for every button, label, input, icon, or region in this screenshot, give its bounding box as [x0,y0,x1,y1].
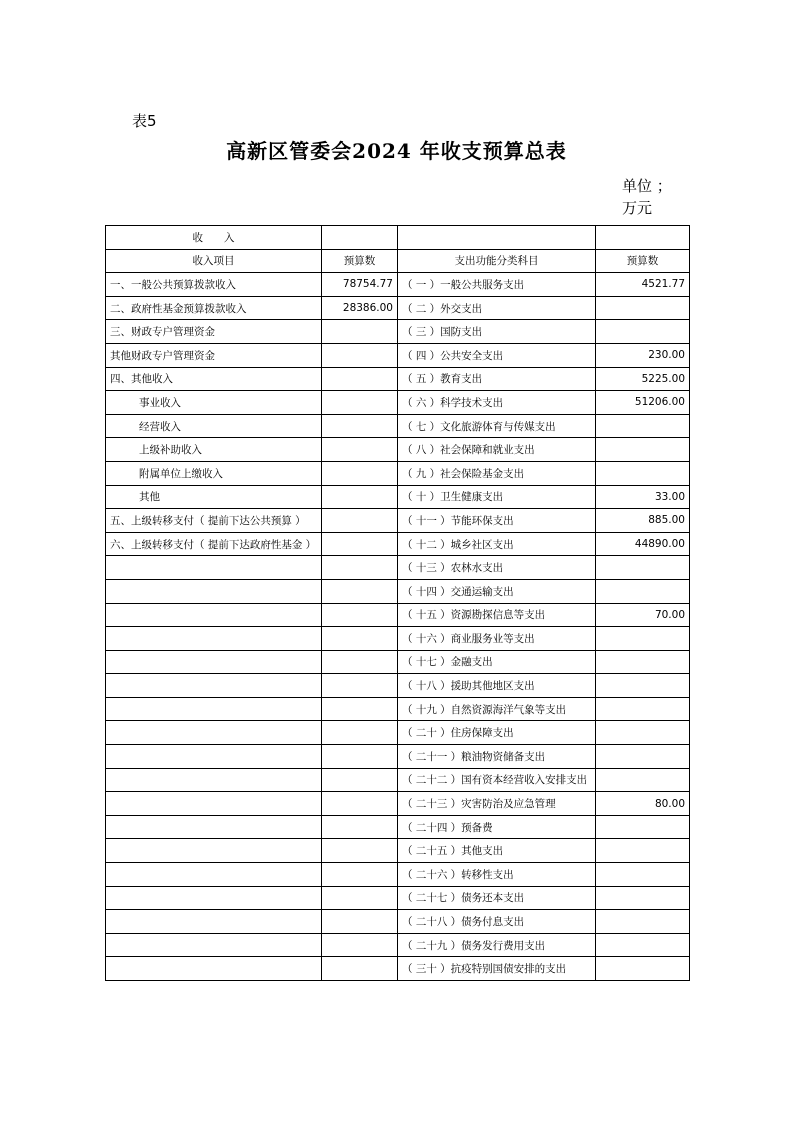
income-amount-cell [322,863,398,887]
expense-amount-cell: 70.00 [596,603,690,627]
table-row [106,391,690,415]
table-row [106,745,690,769]
table-row [106,792,690,816]
table-row [106,839,690,863]
income-amount-cell [322,461,398,485]
income-amount-cell [322,650,398,674]
expense-amount-cell [596,414,690,438]
expense-item-cell: （ 三 ）国防支出 [398,320,596,344]
income-item-cell: 附属单位上缴收入 [106,461,322,485]
income-item-cell [106,745,322,769]
table-row [106,933,690,957]
expense-item-cell: （ 十三 ）农林水支出 [398,556,596,580]
expense-amount-cell [596,721,690,745]
expense-amount-cell: 80.00 [596,792,690,816]
document-title: 高新区管委会2024 年收支预算总表 [226,139,567,163]
expense-amount-cell [596,839,690,863]
header-expense-amount: 预算数 [596,249,690,273]
column-header-row [106,249,690,273]
expense-item-cell: （ 八 ）社会保障和就业支出 [398,438,596,462]
expense-item-cell: （ 二十六 ）转移性支出 [398,863,596,887]
expense-amount-cell [596,863,690,887]
expense-item-cell: （ 二十 ）住房保障支出 [398,721,596,745]
income-item-cell: 上级补助收入 [106,438,322,462]
expense-item-cell: （ 二十九 ）债务发行费用支出 [398,933,596,957]
expense-amount-cell: 885.00 [596,509,690,533]
income-amount-cell [322,579,398,603]
table-row [106,721,690,745]
table-row [106,910,690,934]
expense-amount-cell [596,815,690,839]
expense-amount-cell [596,627,690,651]
table-row [106,627,690,651]
income-amount-cell [322,485,398,509]
income-amount-cell [322,603,398,627]
table-row [106,414,690,438]
income-item-cell [106,933,322,957]
income-amount-cell [322,792,398,816]
income-item-cell: 三、财政专户管理资金 [106,320,322,344]
table-row [106,296,690,320]
expense-item-cell: （ 六 ）科学技术支出 [398,391,596,415]
expense-item-cell: （ 二十三 ）灾害防治及应急管理 [398,792,596,816]
income-amount-cell: 28386.00 [322,296,398,320]
income-amount-cell [322,886,398,910]
expense-amount-cell [596,579,690,603]
unit-note-line2: 万元 [622,199,653,217]
income-item-cell: 事业收入 [106,391,322,415]
income-item-cell: 经营收入 [106,414,322,438]
group-header-row [106,226,690,250]
income-amount-cell [322,367,398,391]
income-amount-cell [322,509,398,533]
expense-amount-cell [596,910,690,934]
income-amount-cell [322,768,398,792]
table-row [106,438,690,462]
unit-note-line1: 单位 ； [622,177,672,195]
table-row [106,650,690,674]
income-item-cell: 一、一般公共预算拨款收入 [106,273,322,297]
expense-item-cell: （ 九 ）社会保险基金支出 [398,461,596,485]
table-row [106,815,690,839]
expense-amount-cell [596,438,690,462]
income-amount-cell [322,674,398,698]
expense-amount-cell [596,556,690,580]
income-amount-cell [322,343,398,367]
income-amount-cell [322,697,398,721]
income-amount-cell [322,745,398,769]
expense-amount-cell [596,296,690,320]
table-row [106,957,690,981]
expense-item-cell: （ 二十四 ）预备费 [398,815,596,839]
income-amount-cell [322,556,398,580]
header-income-amount: 预算数 [322,249,398,273]
income-item-cell [106,627,322,651]
expense-item-cell: （ 五 ）教育支出 [398,367,596,391]
header-expense-item: 支出功能分类科目 [398,249,596,273]
expense-item-cell: （ 十八 ）援助其他地区支出 [398,674,596,698]
expense-amount-cell [596,745,690,769]
income-amount-cell [322,532,398,556]
expense-item-cell: （ 一 ）一般公共服务支出 [398,273,596,297]
expense-item-cell: （ 十二 ）城乡社区支出 [398,532,596,556]
expense-item-cell: （ 二十七 ）债务还本支出 [398,886,596,910]
budget-table [105,225,690,981]
expense-amount-cell: 44890.00 [596,532,690,556]
income-item-cell [106,768,322,792]
income-item-cell [106,650,322,674]
income-amount-cell [322,627,398,651]
empty-cell [322,226,398,250]
income-item-cell: 其他财政专户管理资金 [106,343,322,367]
expense-amount-cell [596,957,690,981]
income-amount-cell [322,438,398,462]
expense-amount-cell: 51206.00 [596,391,690,415]
table-row [106,509,690,533]
income-item-cell [106,863,322,887]
table-row [106,697,690,721]
income-item-cell: 六、上级转移支付（ 提前下达政府性基金 ） [106,532,322,556]
table-row [106,768,690,792]
table-row [106,461,690,485]
table-number: 表5 [132,112,157,130]
income-amount-cell [322,933,398,957]
income-amount-cell [322,721,398,745]
expense-item-cell: （ 十一 ）节能环保支出 [398,509,596,533]
income-item-cell: 四、其他收入 [106,367,322,391]
expense-amount-cell [596,886,690,910]
expense-item-cell: （ 七 ）文化旅游体育与传媒支出 [398,414,596,438]
income-item-cell [106,910,322,934]
header-income-item: 收入项目 [106,249,322,273]
budget-table-body [106,226,690,981]
expense-item-cell: （ 十九 ）自然资源海洋气象等支出 [398,697,596,721]
expense-amount-cell: 4521.77 [596,273,690,297]
expense-item-cell: （ 三十 ）抗疫特别国债安排的支出 [398,957,596,981]
expense-item-cell: （ 四 ）公共安全支出 [398,343,596,367]
income-item-cell [106,556,322,580]
expense-item-cell: （ 二十二 ）国有资本经营收入安排支出 [398,768,596,792]
table-row [106,603,690,627]
table-row [106,367,690,391]
table-row [106,579,690,603]
expense-amount-cell [596,650,690,674]
table-row [106,863,690,887]
table-row [106,532,690,556]
expense-amount-cell [596,933,690,957]
income-group-header: 收 入 [106,226,322,250]
income-item-cell [106,839,322,863]
income-item-cell: 二、政府性基金预算拨款收入 [106,296,322,320]
expense-amount-cell: 33.00 [596,485,690,509]
income-amount-cell [322,839,398,863]
income-item-cell [106,957,322,981]
table-row [106,273,690,297]
expense-amount-cell [596,461,690,485]
income-item-cell [106,792,322,816]
income-amount-cell [322,910,398,934]
expense-item-cell: （ 二十五 ）其他支出 [398,839,596,863]
income-amount-cell [322,320,398,344]
unit-note [622,175,682,219]
empty-cell [398,226,596,250]
expense-amount-cell [596,697,690,721]
income-amount-cell [322,414,398,438]
income-item-cell: 其他 [106,485,322,509]
income-item-cell [106,886,322,910]
expense-item-cell: （ 十四 ）交通运输支出 [398,579,596,603]
expense-item-cell: （ 二十八 ）债务付息支出 [398,910,596,934]
income-item-cell [106,579,322,603]
income-item-cell: 五、上级转移支付（ 提前下达公共预算 ） [106,509,322,533]
income-item-cell [106,721,322,745]
income-amount-cell: 78754.77 [322,273,398,297]
expense-item-cell: （ 十五 ）资源勘探信息等支出 [398,603,596,627]
expense-item-cell: （ 十 ）卫生健康支出 [398,485,596,509]
income-amount-cell [322,391,398,415]
income-amount-cell [322,815,398,839]
table-row [106,674,690,698]
table-row [106,320,690,344]
expense-amount-cell [596,320,690,344]
table-row [106,886,690,910]
expense-amount-cell: 230.00 [596,343,690,367]
expense-item-cell: （ 二 ）外交支出 [398,296,596,320]
expense-item-cell: （ 十六 ）商业服务业等支出 [398,627,596,651]
empty-cell [596,226,690,250]
expense-item-cell: （ 十七 ）金融支出 [398,650,596,674]
expense-amount-cell [596,674,690,698]
expense-amount-cell [596,768,690,792]
table-row [106,556,690,580]
table-row [106,485,690,509]
income-item-cell [106,603,322,627]
income-item-cell [106,697,322,721]
expense-amount-cell: 5225.00 [596,367,690,391]
table-row [106,343,690,367]
income-amount-cell [322,957,398,981]
income-item-cell [106,674,322,698]
income-item-cell [106,815,322,839]
expense-item-cell: （ 二十一 ）粮油物资储备支出 [398,745,596,769]
